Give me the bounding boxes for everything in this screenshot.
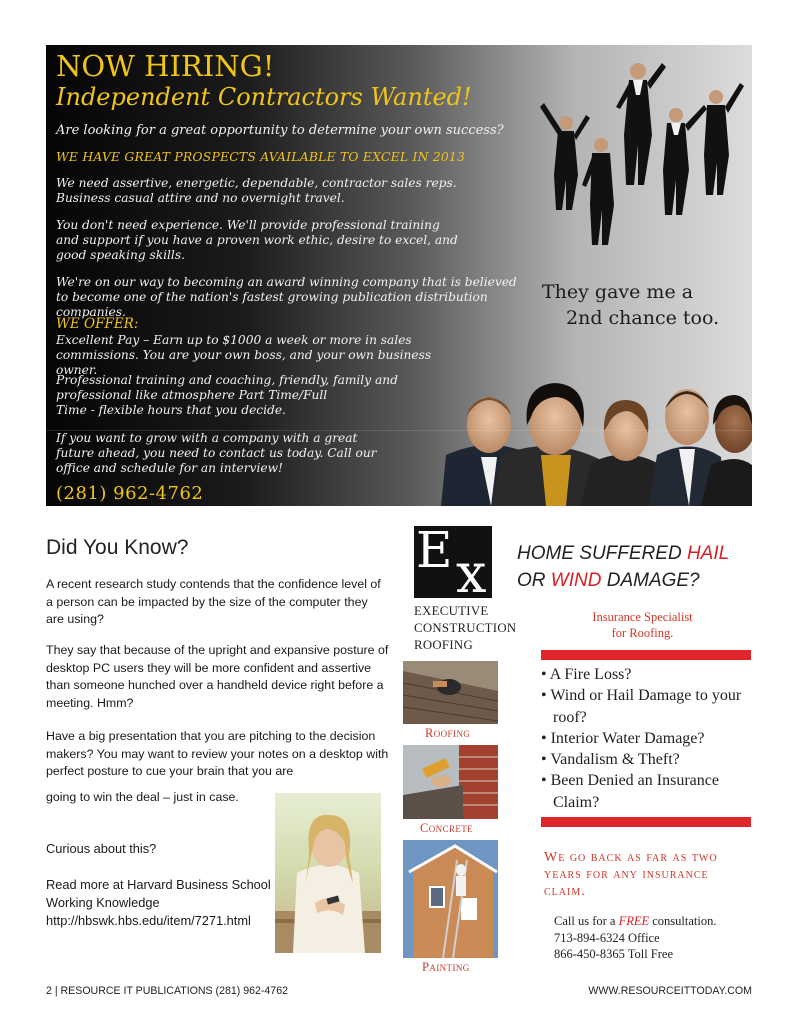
- headline-part-3: DAMAGE?: [601, 570, 700, 591]
- painting-caption: Painting: [422, 960, 470, 974]
- offer-training-line-1: Professional training and coaching, friendly, family and professional like atmosphere Part Time/Full: [56, 373, 398, 402]
- jumping-people-photo: [526, 45, 752, 275]
- tollfree-phone: 866-450-8365 Toll Free: [554, 947, 674, 961]
- business-team-photo: [421, 345, 752, 506]
- call-us-line: [554, 913, 754, 930]
- go-back-text: We go back as far as two years for any insurance claim.: [544, 850, 718, 899]
- hiring-company-text: We're on our way to becoming an award winning company that is believed to become one of the nation's fastest growing publication distribution companies.: [56, 275, 517, 319]
- headline-wind: WIND: [550, 570, 602, 591]
- did-you-know-paragraph-1: A recent research study contends that the confidence level of a person can be impacted by the size of the computer they are using?: [46, 577, 381, 626]
- did-you-know-title: Did You Know?: [46, 536, 189, 559]
- roofing-photo: [403, 661, 498, 724]
- hiring-phone: (281) 962-4762: [56, 483, 204, 504]
- red-divider-bottom: [541, 817, 751, 827]
- headline-hail: HAIL: [686, 543, 730, 564]
- painting-photo: [403, 840, 498, 958]
- call-us-block: [554, 913, 754, 963]
- footer-website: WWW.RESOURCEITTODAY.COM: [588, 985, 752, 997]
- quote-line-2: 2nd chance too.: [566, 307, 720, 329]
- bullet-item: • Been Denied an Insurance Claim?: [541, 772, 719, 811]
- red-divider-top: [541, 650, 751, 660]
- company-name-line-1: EXECUTIVE: [414, 604, 489, 618]
- damage-headline-line-2: [517, 570, 700, 592]
- offer-training-text: [56, 373, 406, 418]
- call-suffix: consultation.: [649, 914, 717, 928]
- hiring-subtitle: Independent Contractors Wanted!: [56, 83, 472, 111]
- specialist-line-1: Insurance Specialist: [592, 610, 693, 624]
- read-more-text: Read more at Harvard Business School Working Knowledge http://hbswk.hbs.edu/item/7271.html: [46, 877, 271, 928]
- logo-letter-x: x: [456, 542, 487, 605]
- concrete-caption: Concrete: [420, 821, 474, 835]
- bullet-item: • Vandalism & Theft?: [541, 751, 680, 769]
- did-you-know-paragraph-2: They say that because of the upright and expansive posture of desktop PC users they will be more confident and assertive than someone hunched over a handheld device right before a meeting. Hmm?: [46, 643, 389, 710]
- headline-part-1: HOME SUFFERED: [517, 543, 687, 564]
- concrete-photo: [403, 745, 498, 819]
- headline-part-2: OR: [517, 570, 551, 591]
- hiring-title: NOW HIRING!: [56, 49, 275, 83]
- hiring-intro-text: Are looking for a great opportunity to determine your own success?: [56, 123, 504, 138]
- bullet-item: • Wind or Hail Damage to your roof?: [541, 687, 742, 726]
- did-you-know-paragraph-3: Have a big presentation that you are pitching to the decision makers? You may want to review your notes on a desktop with perfect posture to cue your brain that you are: [46, 729, 389, 778]
- company-name-line-3: ROOFING: [414, 638, 473, 652]
- call-prefix: Call us for a: [554, 914, 619, 928]
- company-name-line-2: CONSTRUCTION: [414, 621, 517, 635]
- specialist-line-2: for Roofing.: [611, 626, 674, 640]
- prospects-heading: WE HAVE GREAT PROSPECTS AVAILABLE TO EXCEL IN 2013: [56, 149, 466, 164]
- roofing-caption: Roofing: [425, 726, 471, 740]
- hiring-training-text: You don't need experience. We'll provide professional training and support if you have a proven work ethic, desire to excel, and good speaking skills.: [56, 218, 458, 262]
- office-phone: 713-894-6324 Office: [554, 930, 660, 945]
- bullet-item: • Interior Water Damage?: [541, 729, 705, 747]
- curious-text: Curious about this?: [46, 841, 157, 856]
- logo-letter-e: E: [416, 521, 453, 579]
- offer-heading: WE OFFER:: [56, 316, 139, 332]
- hiring-banner: [46, 45, 752, 506]
- executive-construction-logo: [414, 521, 492, 605]
- quote-line-1: They gave me a: [542, 281, 694, 303]
- did-you-know-paragraph-4: going to win the deal – just in case.: [46, 790, 239, 804]
- call-free: FREE: [618, 914, 650, 928]
- executive-construction-name: [414, 603, 532, 654]
- bullet-item: • A Fire Loss?: [541, 666, 632, 683]
- hiring-contact-text: If you want to grow with a company with a great future ahead, you need to contact us today. Call our office and schedule for an interview!: [56, 431, 377, 475]
- hiring-requirements-text: We need assertive, energetic, dependable, contractor sales reps. Business casual attire and no overnight travel.: [56, 176, 457, 205]
- damage-bullet-list: [541, 664, 756, 813]
- insurance-specialist-text: [560, 609, 725, 641]
- offer-training-line-2: Time - flexible hours that you decide.: [56, 403, 286, 417]
- woman-with-phone-photo: [275, 793, 381, 953]
- damage-headline-line-1: [517, 543, 729, 565]
- footer-publication-info: 2 | RESOURCE IT PUBLICATIONS (281) 962-4762: [46, 985, 288, 997]
- offer-pay-text: Excellent Pay – Earn up to $1000 a week or more in sales commissions. You are your own boss, and your own business owner.: [56, 333, 432, 377]
